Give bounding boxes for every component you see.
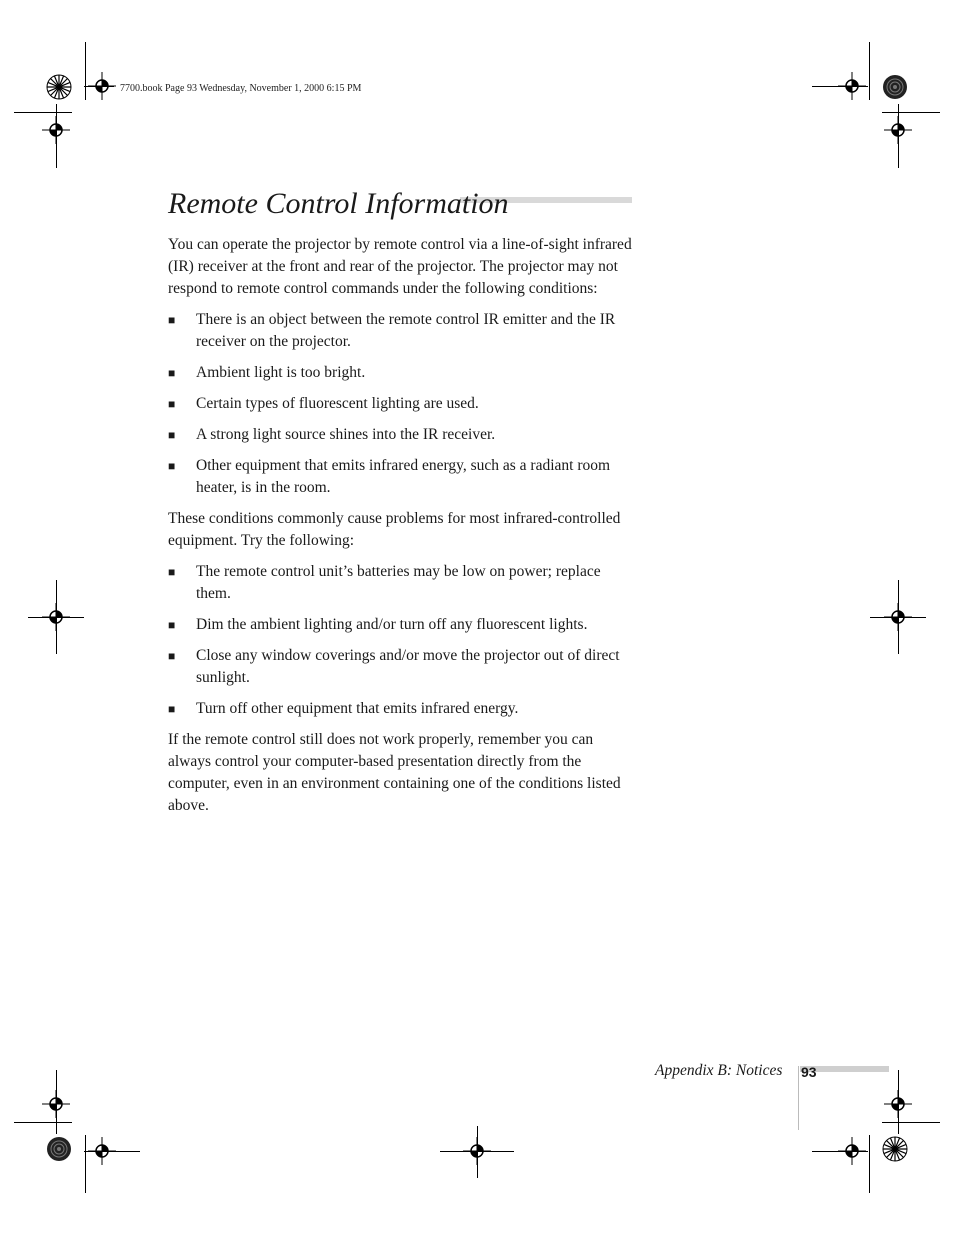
list-item-text: Close any window coverings and/or move the projector out of direct sunlight. bbox=[196, 647, 620, 686]
print-slug: 7700.book Page 93 Wednesday, November 1, 2000 6:15 PM bbox=[120, 83, 362, 94]
bullet-square-icon: ■ bbox=[168, 459, 176, 473]
list-item bbox=[168, 645, 632, 689]
list-item bbox=[168, 393, 632, 415]
intro-paragraph: You can operate the projector by remote control via a line-of-sight infrared (IR) receiver at the front and rear of the projector. The projector may not respond to remote control commands under the following conditions: bbox=[168, 236, 632, 297]
crop-mark bbox=[14, 112, 72, 113]
list-item-text: There is an object between the remote control IR emitter and the IR receiver on the projector. bbox=[196, 311, 616, 350]
crop-mark bbox=[85, 1135, 86, 1193]
page-number: 93 bbox=[801, 1064, 817, 1080]
dot-target-icon bbox=[882, 74, 908, 100]
list-item bbox=[168, 455, 632, 499]
bullet-square-icon: ■ bbox=[168, 313, 176, 327]
page-title: Remote Control Information bbox=[168, 187, 509, 220]
crop-mark bbox=[84, 86, 114, 87]
crop-mark bbox=[898, 1070, 899, 1134]
crop-mark bbox=[898, 580, 899, 654]
list-item bbox=[168, 614, 632, 636]
list-item-text: Dim the ambient lighting and/or turn off any fluorescent lights. bbox=[196, 616, 588, 633]
footer-divider bbox=[798, 1066, 799, 1130]
dot-target-icon bbox=[46, 1136, 72, 1162]
list-item bbox=[168, 309, 632, 353]
crop-mark bbox=[898, 104, 899, 168]
crop-mark bbox=[869, 1135, 870, 1193]
crop-mark bbox=[812, 86, 868, 87]
crop-mark bbox=[56, 580, 57, 654]
crop-mark bbox=[812, 1151, 868, 1152]
list-item-text: A strong light source shines into the IR receiver. bbox=[196, 426, 496, 443]
list-item bbox=[168, 362, 632, 384]
crop-mark bbox=[56, 1070, 57, 1134]
crop-mark bbox=[869, 42, 870, 100]
conditions-list bbox=[168, 309, 632, 499]
transition-paragraph: These conditions commonly cause problems for most infrared-controlled equipment. Try the following: bbox=[168, 510, 621, 549]
bullet-square-icon: ■ bbox=[168, 397, 176, 411]
crop-mark bbox=[882, 112, 940, 113]
bullet-square-icon: ■ bbox=[168, 618, 176, 632]
bullet-square-icon: ■ bbox=[168, 649, 176, 663]
list-item-text: Turn off other equipment that emits infrared energy. bbox=[196, 700, 519, 717]
bullet-square-icon: ■ bbox=[168, 366, 176, 380]
crop-mark bbox=[56, 104, 57, 168]
list-item bbox=[168, 561, 632, 605]
list-item-text: Other equipment that emits infrared energy, such as a radiant room heater, is in the room. bbox=[196, 457, 611, 496]
crop-mark bbox=[85, 42, 86, 100]
main-content bbox=[168, 234, 632, 817]
list-item-text: The remote control unit’s batteries may be low on power; replace them. bbox=[196, 563, 601, 602]
bullet-square-icon: ■ bbox=[168, 565, 176, 579]
bullet-square-icon: ■ bbox=[168, 702, 176, 716]
footer-section-label: Appendix B: Notices bbox=[655, 1062, 783, 1079]
crop-mark bbox=[14, 1122, 72, 1123]
closing-paragraph: If the remote control still does not work properly, remember you can always control your computer-based presentation directly from the computer, even in an environment containing one of the conditions listed above. bbox=[168, 731, 621, 814]
crop-mark bbox=[84, 1151, 140, 1152]
crop-mark bbox=[882, 1122, 940, 1123]
star-target-icon bbox=[46, 74, 72, 100]
remedies-list bbox=[168, 561, 632, 720]
list-item-text: Certain types of fluorescent lighting are used. bbox=[196, 395, 479, 412]
list-item bbox=[168, 698, 632, 720]
list-item-text: Ambient light is too bright. bbox=[196, 364, 366, 381]
crop-mark bbox=[477, 1126, 478, 1178]
list-item bbox=[168, 424, 632, 446]
bullet-square-icon: ■ bbox=[168, 428, 176, 442]
star-target-icon bbox=[882, 1136, 908, 1162]
